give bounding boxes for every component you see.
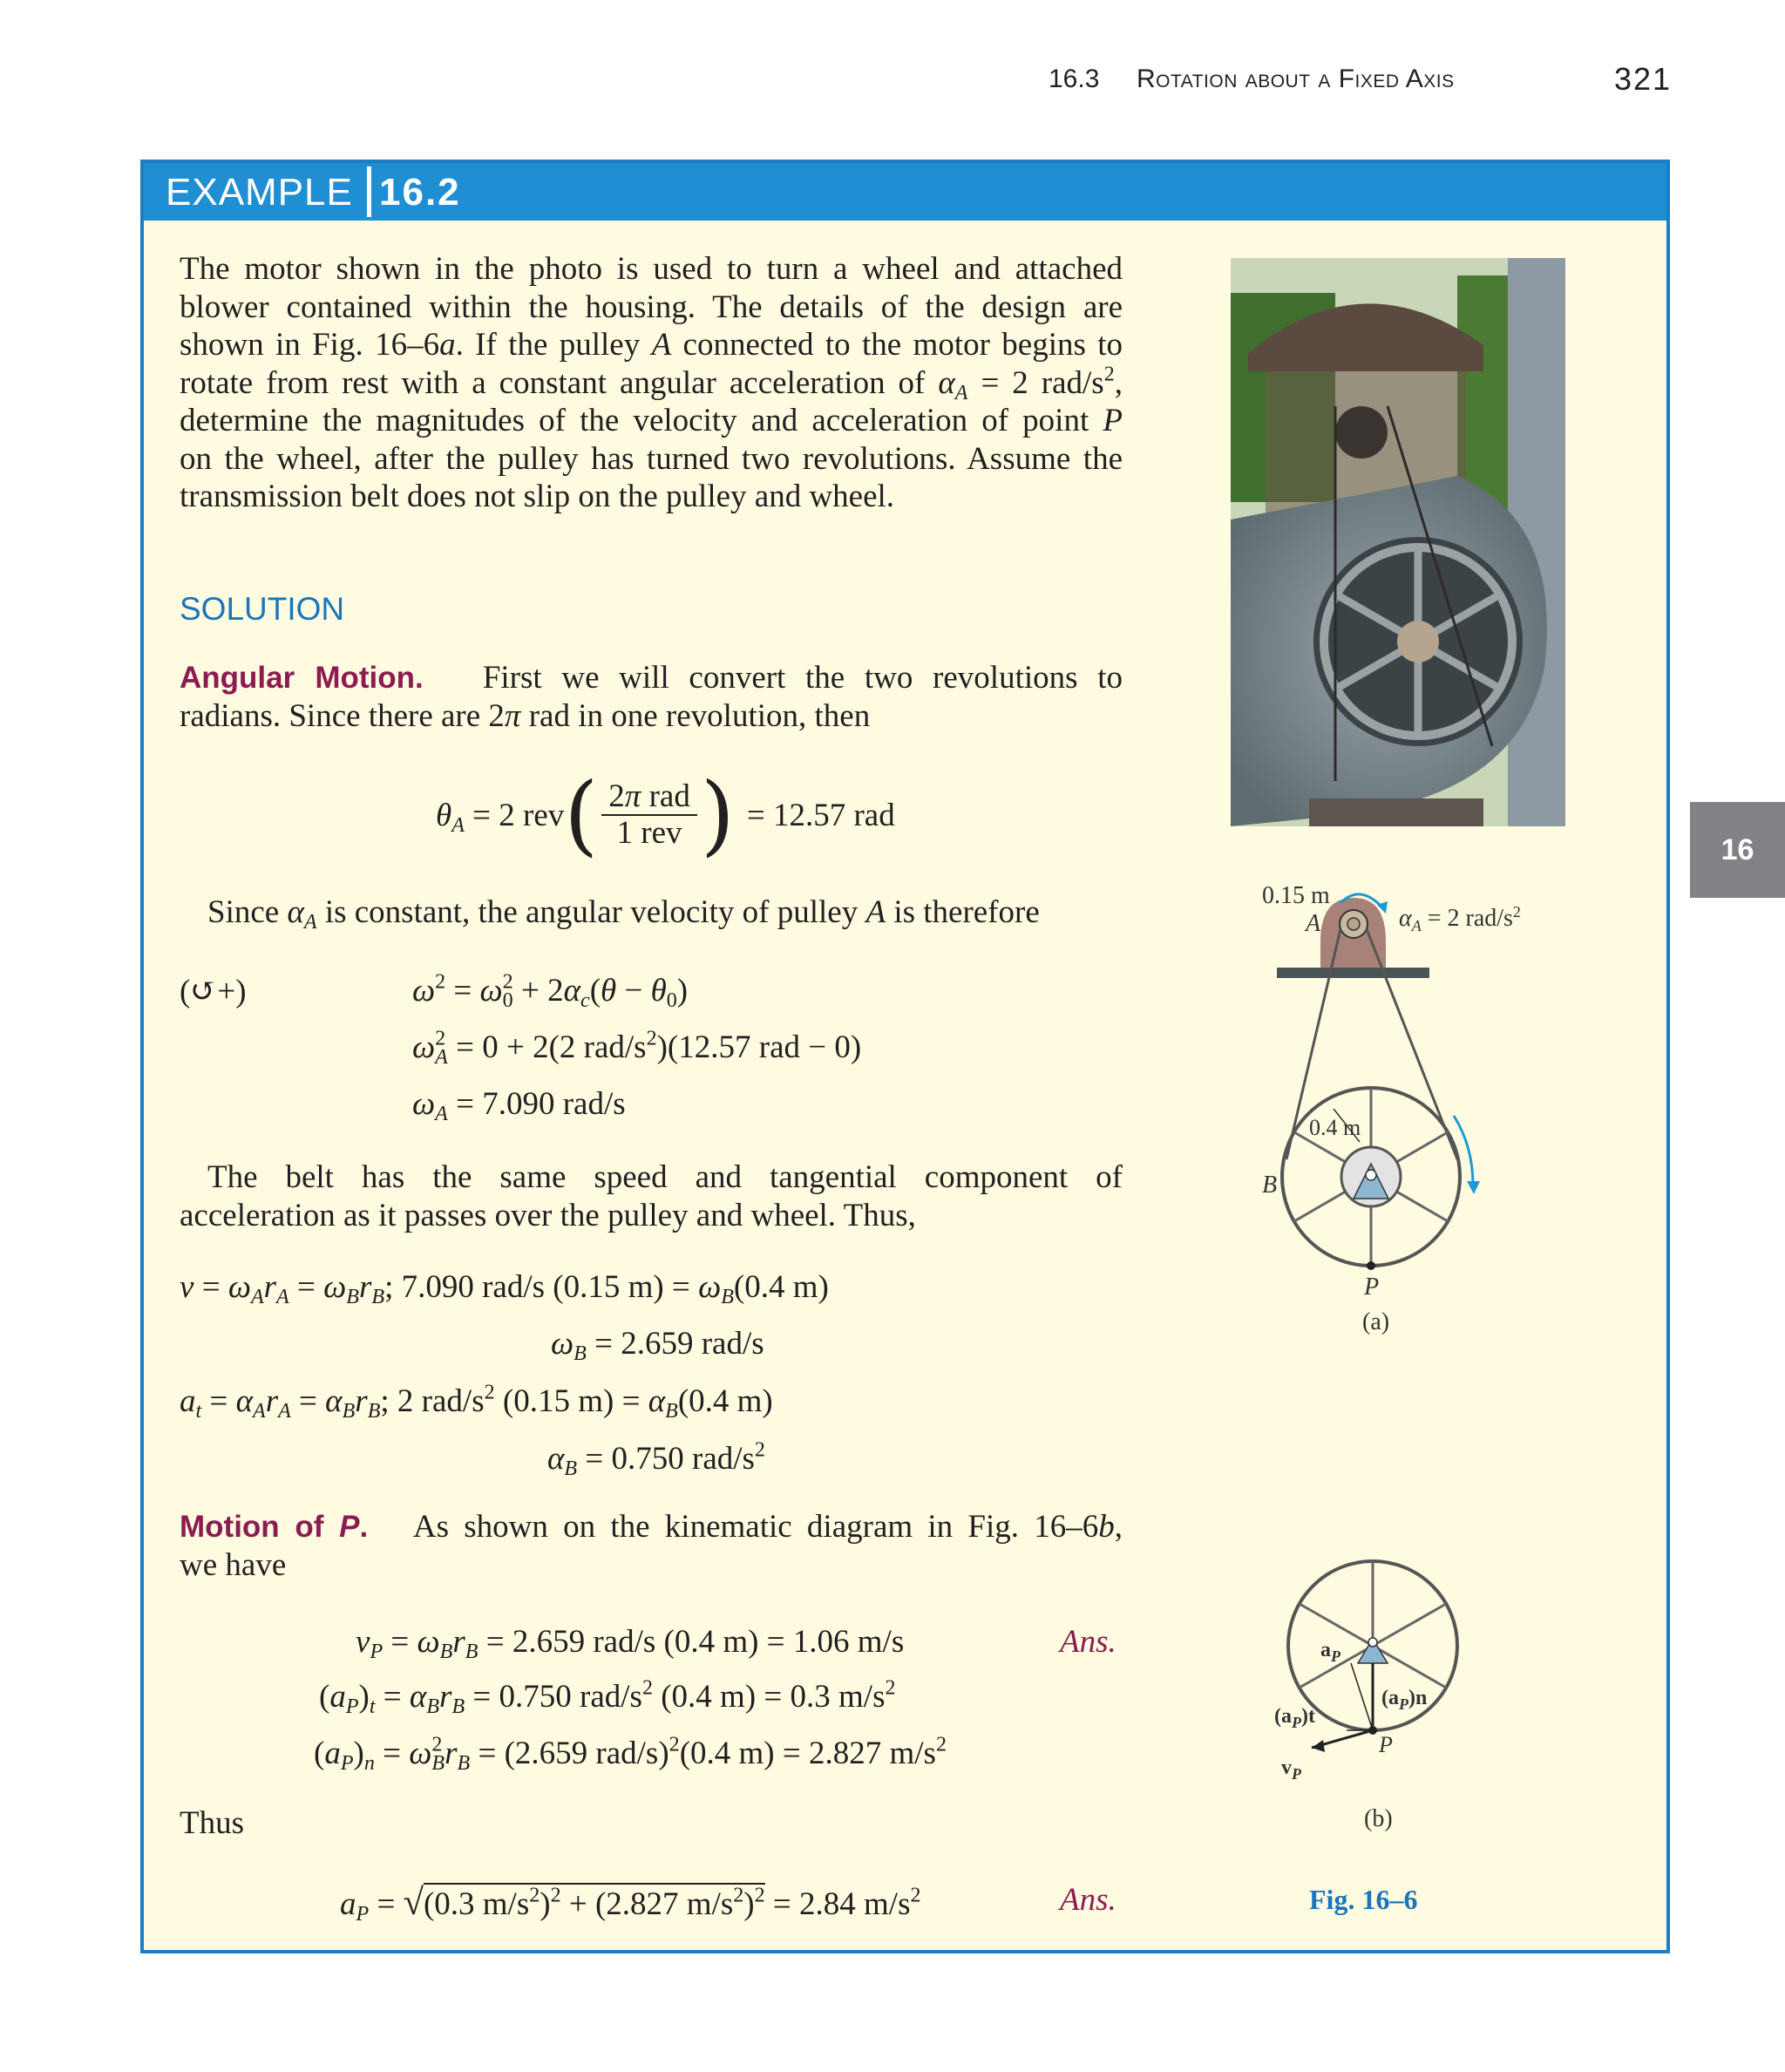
solution-heading: SOLUTION [180,591,345,627]
label-a: A [1306,910,1321,937]
caption-b: (b) [1364,1805,1393,1832]
problem-line: on the wheel, after the pulley has turned two revolutions. Assume the [180,440,1123,477]
label-p-b: P [1379,1732,1393,1757]
running-header [0,61,1678,105]
example-banner-divider [367,166,371,217]
wheel-b-axle [1368,1638,1377,1647]
belt-paragraph [180,1158,1123,1234]
problem-line: determine the magnitudes of the velocity and acceleration of point P [180,403,1123,438]
conversion-fraction [601,779,697,851]
fraction-numerator: 2π rad [601,779,697,816]
omega-eq-3: $\omega_A = 7.090$ rad/s [412,1086,626,1126]
label-ap: $a_P$ [1320,1639,1340,1665]
label-p: P [1364,1274,1380,1301]
answer-tag: Ans. [1060,1882,1116,1918]
problem-statement [180,250,1123,516]
motion-p-paragraph [180,1508,1123,1584]
angular-motion-paragraph [180,659,1123,735]
example-number: 16.2 [379,171,461,214]
sign-convention: (↻+) [180,974,247,1009]
point-p-b [1368,1726,1377,1735]
label-alpha-a: $\alpha_A = 2$ rad/$s^2$ [1399,903,1521,934]
p-eq-3: $(a_P)_n = \omega^2_Br_B = (2.659$ rad/s)$^2$(0.4 m) = 2.827 $m/s^2$ [314,1733,947,1776]
belt-eq-2: $\omega_B = 2.659$ rad/s [551,1326,764,1366]
belt-eq-3: $a_t = \alpha_Ar_A = \alpha_Br_B$; 2 rad/$s^2$ (0.15 $m) = \alpha_B(0.4$ m) [180,1381,773,1423]
figure-a-diagram [1229,872,1595,1342]
angular-motion-text: First we will convert the two revolutions to [482,660,1123,696]
motion-p-text: As shown on the kinematic diagram in Fig. 16–6b, [412,1509,1123,1545]
section-title: Rotation about a Fixed Axis [1137,65,1455,93]
theta-lhs: $\theta_A = 2$ rev [436,797,565,837]
theta-rhs: = 12.57 rad [746,797,895,833]
example-label: EXAMPLE [166,171,353,214]
belt-eq-1: $v = \omega_Ar_A = \omega_Br_B$; 7.090 rad/s (0.15 $m) = \omega_B(0.4$ m) [180,1269,829,1309]
label-rb: 0.4 m [1309,1115,1361,1140]
label-vp: $v_P$ [1281,1756,1301,1783]
point-p [1367,1261,1375,1270]
p-eq-2: $(a_P)_t = \alpha_Br_B = 0.750$ rad/$s^2$ (0.4 m) = 0.3 $m/s^2$ [319,1676,896,1719]
belt-text: The belt has the same speed and tangential component of [207,1159,1123,1195]
theta-equation: $\theta_A = 2$ rev ( $\frac{\text{2π rad}}{\text{1 rev}}$ ) = 12.57 rad [436,764,895,866]
belt-eq-4: $\alpha_B = 0.750$ rad/$s^2$ [547,1438,765,1481]
final-equation: $a_P = √(0.3$ $m/s^2)^2 + (2.827$ $m/s^2)^2 = 2.84$ $m/s^2$ [340,1882,921,1926]
caption-a: (a) [1362,1308,1390,1335]
belt-text: acceleration as it passes over the pulley and wheel. Thus, [180,1197,916,1233]
motion-p-head: Motion of P. [180,1510,369,1544]
angular-motion-text: radians. Since there are 2π rad in one revolution, then [180,697,871,734]
fraction-denominator: 1 rev [616,815,682,851]
motor-blower-photo [1231,258,1565,826]
motor-mount-plate [1277,968,1429,978]
label-b: B [1262,1172,1278,1199]
problem-line: The motor shown in the photo is used to turn a wheel and attached [180,251,1123,287]
figure-caption: Fig. 16–6 [1309,1884,1418,1915]
label-ra: 0.15 m [1262,882,1330,909]
problem-line: rotate from rest with a constant angular acceleration of $\alpha_A = 2$ rad/$s^2$, [180,363,1123,404]
chapter-tab-number: 16 [1721,832,1754,866]
wheel-axle [1366,1170,1376,1180]
label-apt: $(a_P)t$ [1274,1705,1315,1731]
pulley-a-hub [1347,918,1360,930]
problem-line: blower contained within the housing. The details of the design are [180,289,1123,325]
ap-vector [1351,1663,1373,1730]
angular-motion-head: Angular Motion. [180,661,424,695]
wheel-rotation-arrowhead [1467,1181,1480,1194]
example-banner [144,163,1666,221]
since-text: Since $\alpha_A$ is constant, the angular velocity of pulley A is therefore [207,894,1040,934]
thus-text: Thus [180,1805,244,1841]
motion-p-text: we have [180,1546,287,1583]
chapter-tab [1690,802,1785,898]
omega-eq-2: $\omega^2_A = 0 + 2(2$ rad/$s^2)(12.57$ rad − 0) [412,1027,862,1070]
section-number: 16.3 [1049,65,1100,93]
problem-line: transmission belt does not slip on the pulley and wheel. [180,479,895,514]
omega-eq-1: $\omega^2 = \omega^2_0 + 2\alpha_c(\theta - \theta_0)$ [412,970,689,1013]
p-eq-1: $v_P = \omega_Br_B = 2.659$ rad/s (0.4 m) = 1.06 m/s [356,1624,905,1664]
problem-line: shown in Fig. 16–6a. If the pulley A connected to the motor begins to [180,327,1123,363]
figure-b-diagram [1229,1552,1595,1839]
page-number: 321 [1614,61,1673,97]
label-apn: $(a_P)n$ [1381,1687,1428,1713]
answer-tag: Ans. [1060,1624,1116,1660]
